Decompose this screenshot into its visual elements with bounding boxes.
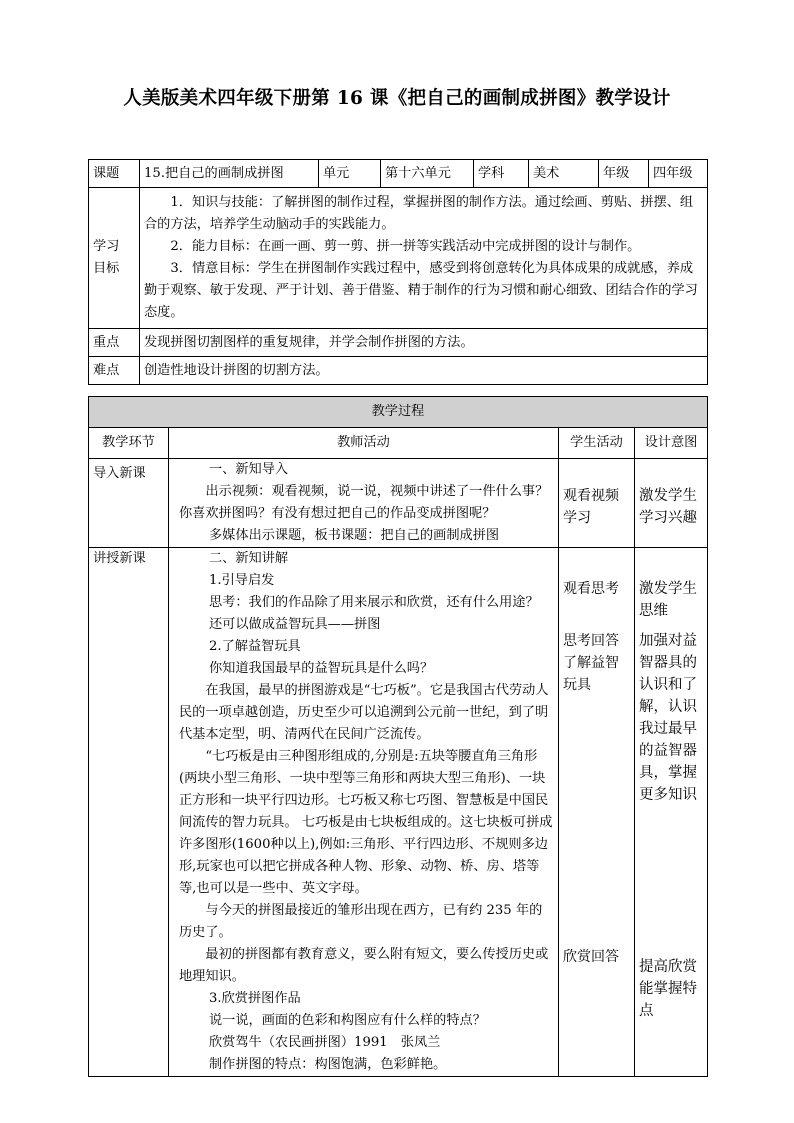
lecture-stage: 讲授新课 [89, 548, 169, 1077]
objectives-row [89, 188, 708, 329]
unit-value: 第十六单元 [381, 160, 474, 188]
header-stage: 教学环节 [89, 428, 169, 459]
difficult-point-text: 创造性地设计拼图的切割方法。 [140, 357, 708, 385]
process-title-row [89, 397, 708, 428]
lecture-student: 观看思考 思考回答了解益智玩具 欣赏回答 [559, 548, 635, 1077]
lesson-info-table [88, 159, 708, 385]
intro-teacher: 一、新知导入 出示视频：观看视频，说一说，视频中讲述了一件什么事？你喜欢拼图吗？有没有想过把自己的作品变成拼图呢？ 多媒体出示课题，板书课题：把自己的画制成拼图 [169, 459, 559, 548]
intro-row [89, 459, 708, 548]
objective-emotion: 3．情意目标：学生在拼图制作实践过程中，感受到将创意转化为具体成果的成就感，养成勤于观察、敏于发现、严于计划、善于借鉴、精于制作的行为习惯和耐心细致、团结合作的学习态度。 [144, 261, 698, 320]
header-teacher: 教师活动 [169, 428, 559, 459]
process-title: 教学过程 [89, 397, 708, 428]
header-design: 设计意图 [635, 428, 708, 459]
info-row [89, 160, 708, 188]
key-point-text: 发现拼图切割图样的重复规律，并学会制作拼图的方法。 [140, 329, 708, 357]
page-title: 人美版美术四年级下册第 16 课《把自己的画制成拼图》教学设计 [123, 88, 671, 109]
key-point-label: 重点 [89, 329, 140, 357]
intro-design: 激发学生学习兴趣 [635, 459, 708, 548]
subject-value: 美术 [529, 160, 599, 188]
objectives-content [140, 188, 708, 329]
objectives-label: 学习 目标 [89, 188, 140, 329]
subject-label: 学科 [474, 160, 529, 188]
lecture-teacher: 二、新知讲解 1.引导启发 思考：我们的作品除了用来展示和欣赏，还有什么用途？ 还可以做成益智玩具——拼图 2.了解益智玩具 你知道我国最早的益智玩具是什么吗？ 在我国，最早的拼图游戏是“七巧板”。它是我国古代劳动人民的一项卓越创造，历史至少可以追溯到公元前一世纪，到了明代基本定型，明、清两代在民间广泛流传。 “七巧板是由三种图形组成的,分别是:五块等腰直角三角形(两块小型三角形、一块中型等三角形和两块大型三角形)、一块正方形和一块平行四边形。七巧板又称七巧图、智慧板是中国民间流传的智力玩具。 七巧板是由七块板组成的。这七块板可拼成许多图形(1600种以上),例如:三角形、平行四边形、不规则多边形,玩家也可以把它拼成各种人物、形象、动物、桥、房、塔等等,也可以是一些中、英文字母。 与今天的拼图最接近的雏形出现在西方，已有约 235 年的历史了。 最初的拼图都有教育意义，要么附有短文，要么传授历史或地理知识。 3.欣赏拼图作品 说一说，画面的色彩和构图应有什么样的特点？ 欣赏驾牛（农民画拼图）1991 张凤兰 制作拼图的特点：构图饱满，色彩鲜艳。 [169, 548, 559, 1077]
objective-knowledge: 1．知识与技能：了解拼图的制作过程，掌握拼图的制作方法。通过绘画、剪贴、拼摆、组合的方法，培养学生动脑动手的实践能力。 [144, 195, 694, 232]
objective-ability: 2．能力目标：在画一画、剪一剪、拼一拼等实践活动中完成拼图的设计与制作。 [170, 239, 641, 254]
grade-label: 年级 [599, 160, 649, 188]
intro-student: 观看视频学习 [559, 459, 635, 548]
lecture-design: 激发学生思维 加强对益智器具的认识和了解，认识我过最早的益智器具，掌握更多知识 提高欣赏能掌握特点 [635, 548, 708, 1077]
topic-label: 课题 [89, 160, 140, 188]
unit-label: 单元 [319, 160, 381, 188]
grade-value: 四年级 [649, 160, 708, 188]
teaching-process-table [88, 396, 708, 1077]
header-student: 学生活动 [559, 428, 635, 459]
lecture-row [89, 548, 708, 1077]
intro-stage: 导入新课 [89, 459, 169, 548]
process-header-row [89, 428, 708, 459]
difficult-point-row [89, 357, 708, 385]
key-point-row [89, 329, 708, 357]
topic-value: 15.把自己的画制成拼图 [140, 160, 319, 188]
difficult-point-label: 难点 [89, 357, 140, 385]
